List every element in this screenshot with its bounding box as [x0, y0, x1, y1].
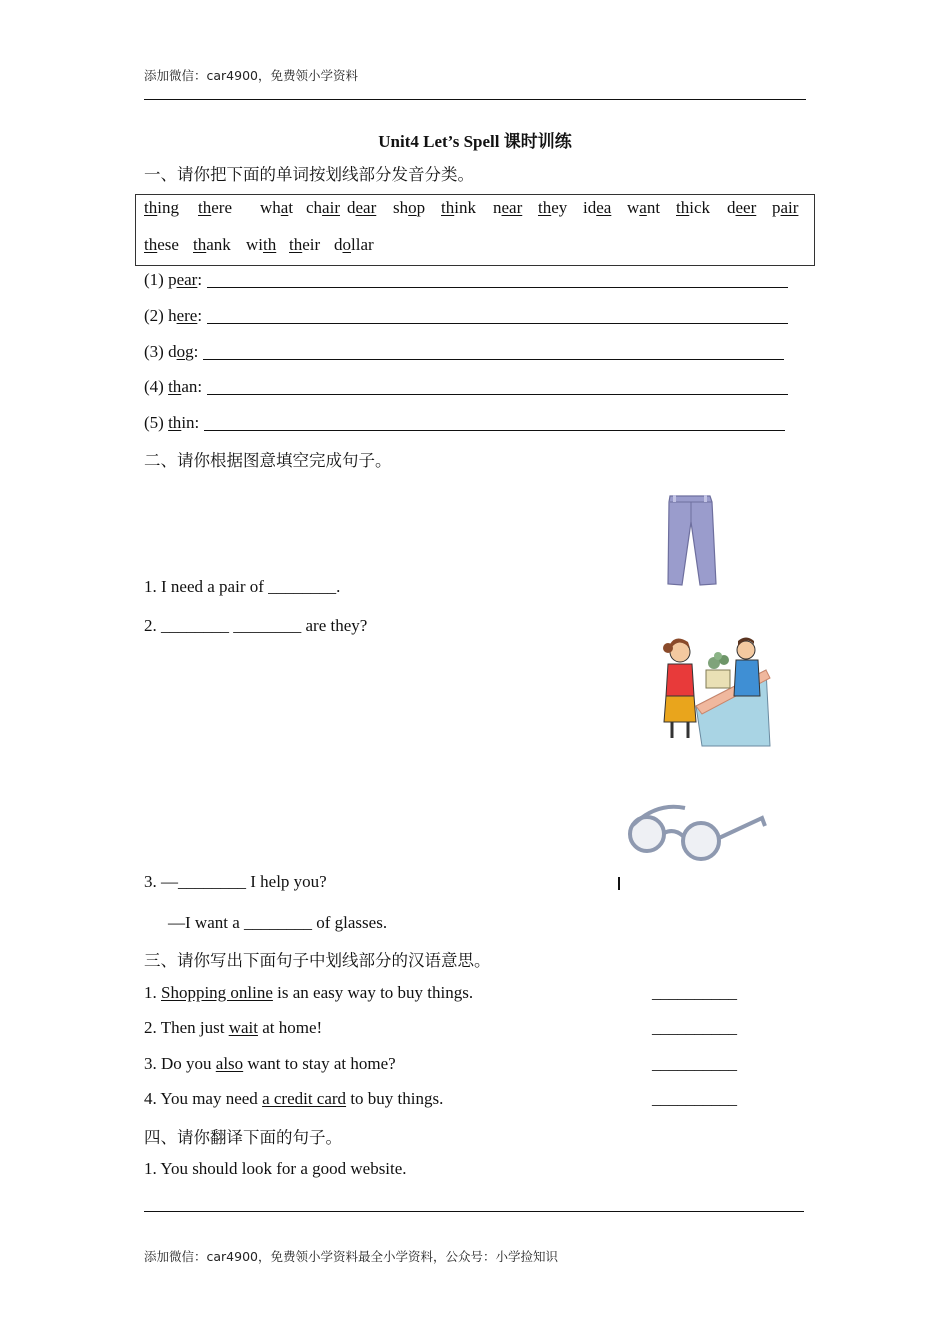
word-item: idea: [583, 198, 612, 217]
word-item: dear: [347, 198, 377, 217]
glasses-image: [627, 800, 769, 871]
section4-heading: 四、请你翻译下面的句子。: [144, 1128, 342, 1147]
word-item: shop: [393, 198, 426, 217]
q2-3b: —I want a ________ of glasses.: [168, 913, 388, 932]
answer-blank[interactable]: [207, 323, 788, 324]
word-item: what: [260, 198, 294, 217]
meaning-item: 4. You may need a credit card to buy things.: [144, 1089, 444, 1108]
meaning-blank[interactable]: __________: [652, 983, 737, 1002]
page-title: Unit4 Let’s Spell 课时训练: [378, 132, 572, 151]
word-item: think: [441, 198, 476, 217]
q2-3a: 3. —________ I help you?: [144, 872, 327, 891]
meaning-blank[interactable]: __________: [652, 1089, 737, 1108]
meaning-item: 3. Do you also want to stay at home?: [144, 1054, 396, 1073]
meaning-blank[interactable]: __________: [652, 1018, 737, 1037]
section1-heading: 一、请你把下面的单词按划线部分发音分类。: [144, 165, 474, 184]
sort-item: (2) here:: [144, 306, 203, 325]
word-item: thank: [193, 235, 231, 254]
shop-image: [618, 630, 772, 753]
section2-heading: 二、请你根据图意填空完成句子。: [144, 451, 392, 470]
cursor-mark: [618, 877, 620, 890]
word-item: there: [198, 198, 232, 217]
word-item: pair: [772, 198, 799, 217]
sort-item: (5) thin:: [144, 413, 200, 432]
footer-text: 添加微信：car4900，免费领小学资料最全小学资料，公众号：小学捡知识: [144, 1249, 558, 1264]
word-item: chair: [306, 198, 340, 217]
word-item: want: [627, 198, 661, 217]
answer-blank[interactable]: [207, 287, 788, 288]
q2-1: 1. I need a pair of ________.: [144, 577, 341, 596]
sort-item: (3) dog:: [144, 342, 199, 361]
header-text: 添加微信：car4900，免费领小学资料: [144, 68, 358, 83]
word-item: deer: [727, 198, 757, 217]
word-item: these: [144, 235, 179, 254]
word-item: with: [246, 235, 277, 254]
meaning-item: 2. Then just wait at home!: [144, 1018, 323, 1037]
q4-1: 1. You should look for a good website.: [144, 1159, 407, 1178]
pants-image: [660, 492, 720, 593]
word-box: [135, 194, 815, 266]
answer-line: [144, 1211, 804, 1212]
sort-item: (4) than:: [144, 377, 203, 396]
answer-blank[interactable]: [207, 394, 788, 395]
meaning-blank[interactable]: __________: [652, 1054, 737, 1073]
meaning-item: 1. Shopping online is an easy way to buy things.: [144, 983, 474, 1002]
word-item: dollar: [334, 235, 374, 254]
word-item: near: [493, 198, 523, 217]
word-item: their: [289, 235, 321, 254]
header-rule: [144, 99, 806, 100]
answer-blank[interactable]: [204, 430, 785, 431]
q2-2: 2. ________ ________ are they?: [144, 616, 368, 635]
section3-heading: 三、请你写出下面句子中划线部分的汉语意思。: [144, 951, 491, 970]
word-item: thing: [144, 198, 179, 217]
answer-blank[interactable]: [203, 359, 784, 360]
word-item: thick: [676, 198, 711, 217]
sort-item: (1) pear:: [144, 270, 203, 289]
word-item: they: [538, 198, 568, 217]
